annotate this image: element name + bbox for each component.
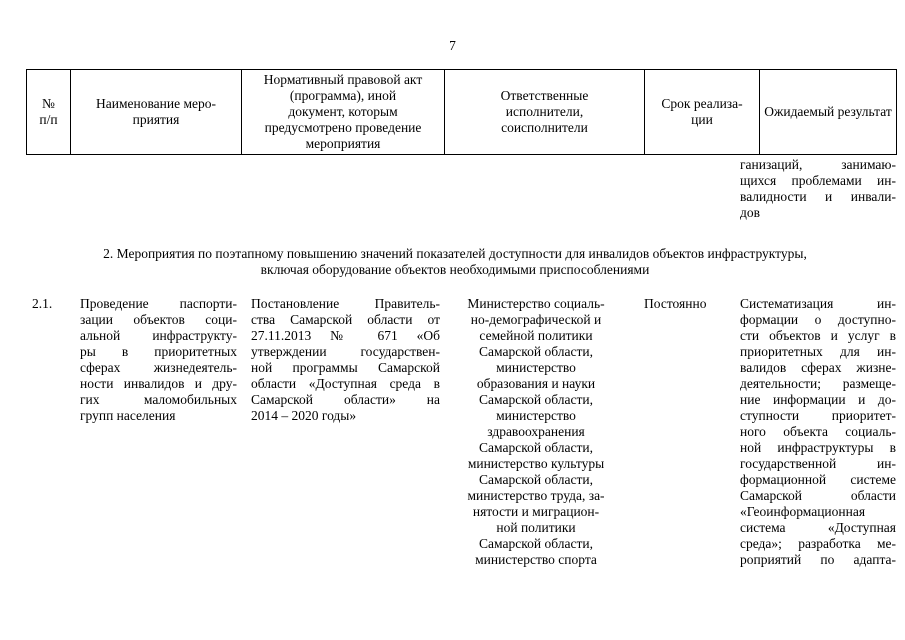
row-number: 2.1. — [32, 296, 53, 311]
row-result-line: валидов сферах жизне- — [740, 360, 896, 375]
row-act-line: ной программы Самарской — [251, 360, 440, 375]
section-title-line: 2. Мероприятия по поэтапному повышению значений показателей доступности для инвалидов объектов инфраструктуры, — [103, 246, 807, 261]
carryover-line: щихся проблемами ин- — [740, 173, 896, 188]
row-name-line: ры в приоритетных — [80, 344, 237, 359]
table-header — [26, 69, 897, 155]
row-executor-line: Министерство социаль- — [467, 296, 605, 311]
row-executor-line: Самарской области, — [479, 440, 593, 455]
row-executor-line: министерство спорта — [475, 552, 597, 567]
row-result-line: «Геоинформационная — [740, 504, 866, 519]
carryover-line: валидности и инвали- — [740, 189, 896, 204]
row-result-line: сти объектов и услуг в — [740, 328, 896, 343]
carryover-result — [740, 157, 896, 221]
row-result-line: ступности приоритет- — [740, 408, 896, 423]
carryover-line: дов — [740, 205, 760, 220]
carryover-line: ганизаций, занимаю- — [740, 157, 896, 172]
row-name-line: ности инвалидов и дру- — [80, 376, 237, 391]
row-act-line: ства Самарской области от — [251, 312, 440, 327]
row-result-line: роприятий по адапта- — [740, 552, 896, 567]
row-result-line: Самарской области — [740, 488, 896, 503]
row-name-line: зации объектов соци- — [80, 312, 237, 327]
row-act-line: 2014 – 2020 годы» — [251, 408, 357, 423]
row-executor-line: Самарской области, — [479, 392, 593, 407]
row-executor-line: министерство — [496, 408, 576, 423]
row-act-line: Самарской области» на — [251, 392, 440, 407]
row-name-line: групп населения — [80, 408, 176, 423]
row-result-line: Систематизация ин- — [740, 296, 896, 311]
row-name-line: гих маломобильных — [80, 392, 237, 407]
row-name-line: Проведение паспорти- — [80, 296, 237, 311]
row-executor-line: нятости и миграцион- — [472, 504, 600, 519]
header-deadline: Срок реализа- ции — [645, 70, 760, 155]
row-result-line: ние информации и до- — [740, 392, 896, 407]
row-result-line: государственной ин- — [740, 456, 896, 471]
row-deadline: Постоянно — [644, 296, 707, 311]
row-executor-line: здравоохранения — [487, 424, 585, 439]
row-executor-line: Самарской области, — [479, 536, 593, 551]
row-executors — [446, 296, 626, 568]
row-result-line: формации о доступно- — [740, 312, 896, 327]
section-title-line: включая оборудование объектов необходимыми приспособлениями — [260, 262, 650, 277]
row-legal-act — [251, 296, 440, 424]
row-executor-line: министерство культуры — [467, 456, 605, 471]
header-result: Ожидаемый результат — [760, 70, 897, 155]
row-executor-line: министерство труда, за- — [467, 488, 605, 503]
row-name-line: альной инфраструкту- — [80, 328, 237, 343]
row-result-line: среда»; разработка ме- — [740, 536, 896, 551]
header-name: Наименование меро- приятия — [71, 70, 242, 155]
row-result-line: ного объекта социаль- — [740, 424, 896, 439]
row-result — [740, 296, 896, 568]
row-result-line: деятельности; размеще- — [740, 376, 896, 391]
header-number: № п/п — [27, 70, 71, 155]
row-act-line: утверждении государствен- — [251, 344, 440, 359]
row-act-line: области «Доступная среда в — [251, 376, 440, 391]
row-executor-line: Самарской области, — [479, 472, 593, 487]
row-result-line: формационной системе — [740, 472, 896, 487]
header-executors: Ответственные исполнители, соисполнители — [445, 70, 645, 155]
row-name — [80, 296, 237, 424]
row-name-line: сферах жизнедеятель- — [80, 360, 237, 375]
row-executor-line: образования и науки — [476, 376, 596, 391]
row-act-line: Постановление Правитель- — [251, 296, 440, 311]
row-executor-line: Самарской области, — [479, 344, 593, 359]
row-result-line: приоритетных для ин- — [740, 344, 896, 359]
header-legal-act: Нормативный правовой акт (программа), иной документ, которым предусмотрено проведение мероприятия — [242, 70, 445, 155]
row-executor-line: министерство — [496, 360, 576, 375]
row-executor-line: семейной политики — [479, 328, 593, 343]
row-result-line: ной инфраструктуры в — [740, 440, 896, 455]
row-executor-line: ной политики — [496, 520, 576, 535]
row-act-line: 27.11.2013 № 671 «Об — [251, 328, 440, 343]
row-executor-line: но-демографической и — [470, 312, 602, 327]
page-number: 7 — [449, 38, 456, 53]
section-title — [20, 246, 890, 278]
row-result-line: система «Доступная — [740, 520, 896, 535]
